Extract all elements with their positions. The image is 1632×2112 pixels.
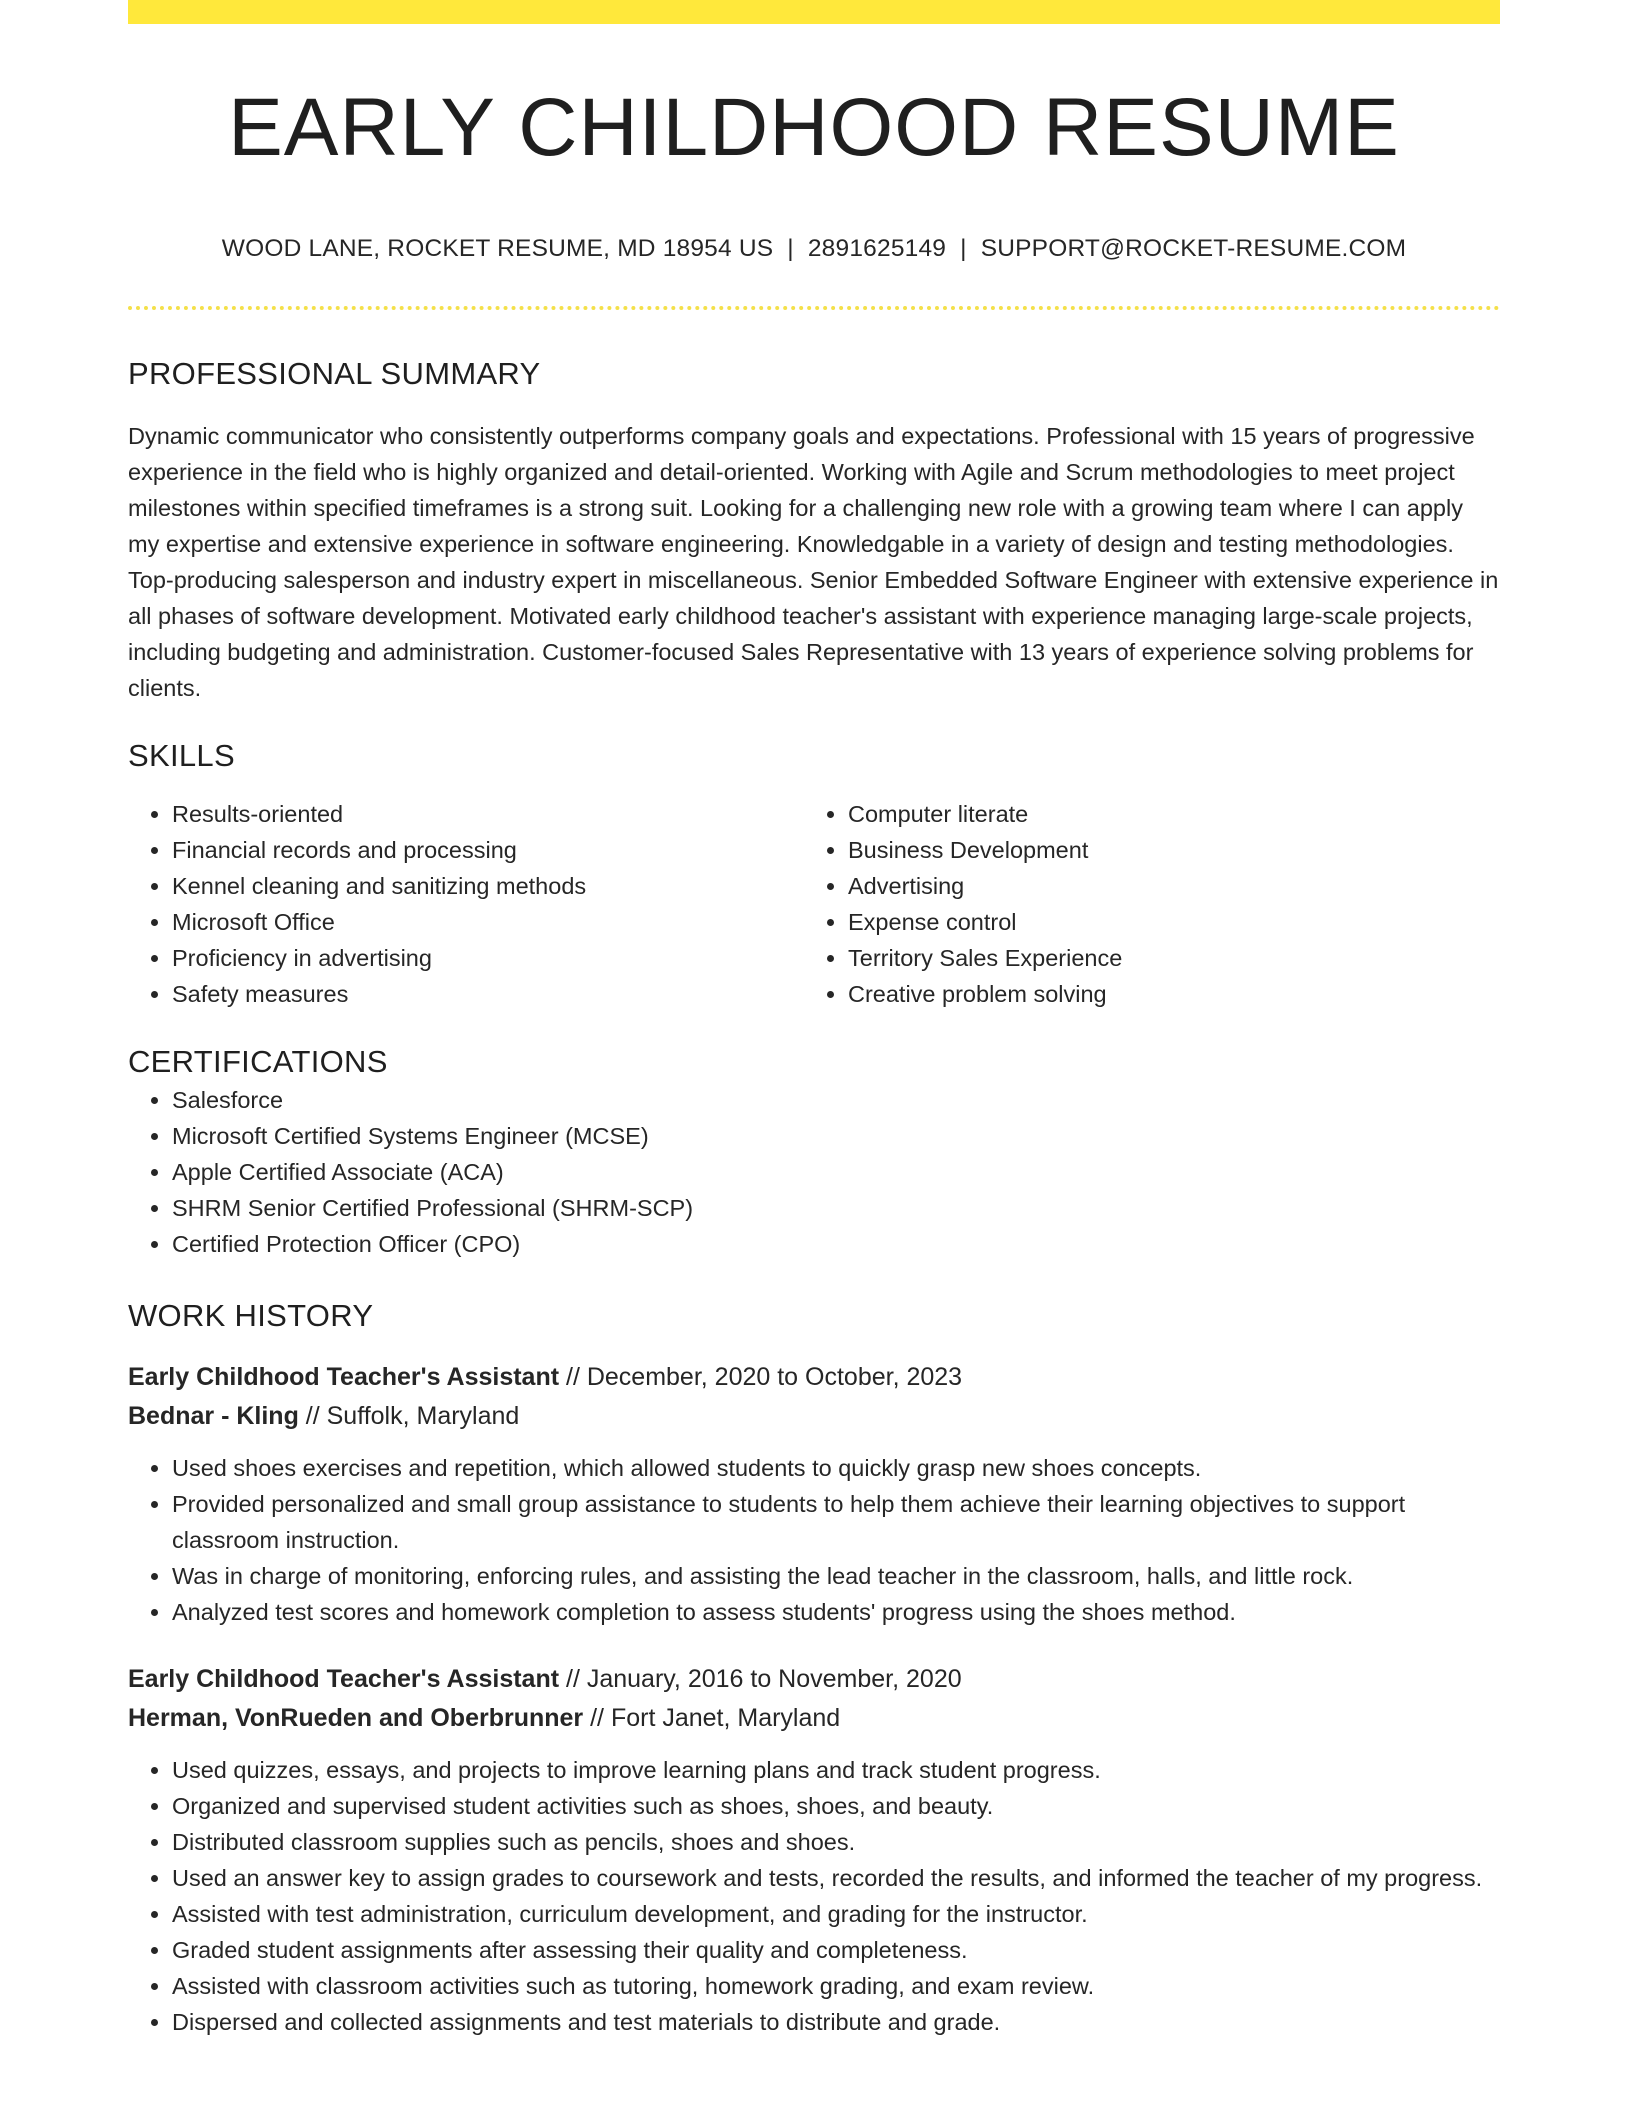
skill-item: • Computer literate [848, 796, 1480, 832]
job-duty: • Distributed classroom supplies such as pencils, shoes and shoes. [172, 1824, 1500, 1860]
job-duty: • Organized and supervised student activities such as shoes, shoes, and beauty. [172, 1788, 1500, 1824]
skill-item: • Expense control [848, 904, 1480, 940]
job-duty: • Assisted with test administration, curriculum development, and grading for the instructor. [172, 1896, 1500, 1932]
skill-item: • Advertising [848, 868, 1480, 904]
job-duty: • Was in charge of monitoring, enforcing rules, and assisting the lead teacher in the classroom, halls, and little rock. [172, 1558, 1500, 1594]
resume-title: EARLY CHILDHOOD RESUME [228, 82, 1400, 173]
skills-list-left [128, 796, 804, 1012]
skills-heading: SKILLS [128, 738, 235, 773]
skill-item: • Financial records and processing [172, 832, 804, 868]
certification-item: • SHRM Senior Certified Professional (SHRM-SCP) [172, 1190, 1500, 1226]
job-duty: • Provided personalized and small group assistance to students to help them achieve their learning objectives to support classroom instruction. [172, 1486, 1500, 1558]
job-company-line [128, 1397, 1500, 1436]
job-company-line [128, 1699, 1500, 1738]
certifications-list [128, 1082, 1500, 1262]
skill-item: • Proficiency in advertising [172, 940, 804, 976]
skill-item: • Results-oriented [172, 796, 804, 832]
certifications-heading: CERTIFICATIONS [128, 1044, 388, 1079]
job-duty: • Used quizzes, essays, and projects to improve learning plans and track student progress. [172, 1752, 1500, 1788]
job-duty: • Assisted with classroom activities such as tutoring, homework grading, and exam review. [172, 1968, 1500, 2004]
job-title: Early Childhood Teacher's Assistant [128, 1363, 560, 1391]
job-dates: // January, 2016 to November, 2020 [559, 1665, 962, 1693]
job-title-line [128, 1660, 1500, 1699]
contact-phone: 2891625149 [807, 235, 947, 262]
job-location: // Suffolk, Maryland [298, 1402, 520, 1430]
summary-text: Dynamic communicator who consistently outperforms company goals and expectations. Professional with 15 years of progressive experience in the field who is highly organized and detail-oriented. Working with Agile and Scrum methodologies to meet project milestones within specified timeframes is a strong suit. Looking for a challenging new role with a growing team where I can apply my expertise and extensive experience in software engineering. Knowledgable in a variety of design and testing methodologies. Top-producing salesperson and industry expert in miscellaneous. Senior Embedded Software Engineer with extensive experience in all phases of software development. Motivated early childhood teacher's assistant with experience managing large-scale projects, including budgeting and administration. Customer-focused Sales Representative with 13 years of experience solving problems for clients. [128, 423, 1499, 701]
job-duty: • Graded student assignments after assessing their quality and completeness. [172, 1932, 1500, 1968]
contact-line [128, 232, 1500, 266]
skill-item: • Microsoft Office [172, 904, 804, 940]
resume-content [128, 0, 1500, 2040]
job-title: Early Childhood Teacher's Assistant [128, 1665, 560, 1693]
job-duty: • Analyzed test scores and homework completion to assess students' progress using the shoes method. [172, 1594, 1500, 1630]
skill-item: • Creative problem solving [848, 976, 1480, 1012]
skill-item: • Business Development [848, 832, 1480, 868]
certification-item: • Apple Certified Associate (ACA) [172, 1154, 1500, 1190]
job-company: Bednar - Kling [128, 1402, 299, 1430]
job-duties-list [128, 1450, 1500, 1630]
summary-heading: PROFESSIONAL SUMMARY [128, 356, 541, 391]
skill-item: • Kennel cleaning and sanitizing methods [172, 868, 804, 904]
contact-address: WOOD LANE, ROCKET RESUME, MD 18954 US [221, 235, 774, 262]
dotted-divider [128, 306, 1500, 310]
job-location: // Fort Janet, Maryland [583, 1704, 841, 1732]
job-title-line [128, 1358, 1500, 1397]
job-entry [128, 1660, 1500, 2040]
skills-columns [128, 796, 1500, 1012]
job-duty: • Dispersed and collected assignments and test materials to distribute and grade. [172, 2004, 1500, 2040]
job-dates: // December, 2020 to October, 2023 [559, 1363, 963, 1391]
skills-column-left [128, 796, 804, 1012]
certification-item: • Salesforce [172, 1082, 1500, 1118]
contact-separator: | [787, 235, 794, 262]
skill-item: • Safety measures [172, 976, 804, 1012]
skills-list-right [804, 796, 1480, 1012]
job-duty: • Used an answer key to assign grades to coursework and tests, recorded the results, and informed the teacher of my progress. [172, 1860, 1500, 1896]
job-duty: • Used shoes exercises and repetition, which allowed students to quickly grasp new shoes concepts. [172, 1450, 1500, 1486]
certification-item: • Microsoft Certified Systems Engineer (MCSE) [172, 1118, 1500, 1154]
skills-column-right [804, 796, 1480, 1012]
contact-separator: | [960, 235, 967, 262]
certification-item: • Certified Protection Officer (CPO) [172, 1226, 1500, 1262]
skill-item: • Territory Sales Experience [848, 940, 1480, 976]
job-company: Herman, VonRueden and Oberbrunner [128, 1704, 584, 1732]
contact-email: SUPPORT@ROCKET-RESUME.COM [980, 235, 1407, 262]
job-entry [128, 1358, 1500, 1630]
job-duties-list [128, 1752, 1500, 2040]
work-history-heading: WORK HISTORY [128, 1298, 374, 1333]
